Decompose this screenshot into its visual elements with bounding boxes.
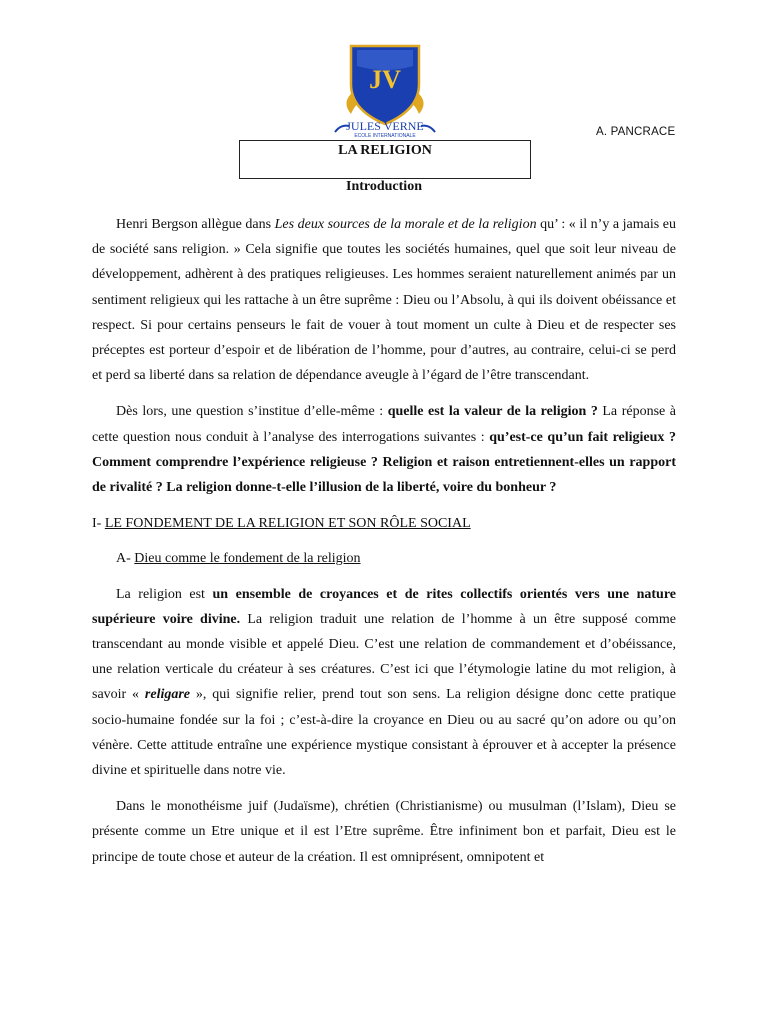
- section-heading: I- LE FONDEMENT DE LA RELIGION ET SON RÔLE SOCIAL: [92, 516, 471, 532]
- author-name: A. PANCRACE: [596, 126, 676, 138]
- problem-paragraph: Dès lors, une question s’institue d’elle-même : quelle est la valeur de la religion ? La réponse à cette question nous conduit à l’analyse des interrogations suivantes : qu’est-ce qu’un fait religieux ? Comment comprendre l’expérience religieuse ? Religion et raison entretiennent-elles un rapport de rivalité ? La religion donne-t-elle l’illusion de la liberté, voire du bonheur ?: [92, 404, 677, 496]
- document-title: LA RELIGION: [338, 143, 432, 158]
- main-question: quelle est la valeur de la religion ?: [387, 404, 598, 420]
- intro-paragraph: Henri Bergson allègue dans Les deux sources de la morale et de la religion qu’ : « il n’y a jamais eu de société sans religion. » Cela signifie que toutes les sociétés humaines, quel que soit leur niveau de développement, adhèrent à des pratiques religieuses. Les hommes seraient naturellement animés par un sentiment religieux qui les rattache à un être suprême : Dieu ou l’Absolu, à qui ils doivent obéissance et respect. Si pour certains penseurs le fait de vouer à tout moment un culte à Dieu et de respecter ses préceptes est porteur d’espoir et de libération de l’homme, pour d’autres, au contraire, celui-ci se perd et perd sa liberté dans sa relation de dépendance aveugle à l’égard de l’être transcendant.: [92, 217, 676, 384]
- logo-name: JULES VERNE: [346, 119, 424, 133]
- school-logo: [325, 40, 445, 140]
- document-body: [92, 212, 676, 881]
- subsection-heading: A- Dieu comme le fondement de la religion: [116, 551, 361, 567]
- logo-monogram: JV: [369, 65, 401, 94]
- monotheism-paragraph: Dans le monothéisme juif (Judaïsme), chrétien (Christianisme) ou musulman (l’Islam), Dieu se présente comme un Etre unique et il est l’Etre suprême. Être infiniment bon et parfait, Dieu est le principe de toute chose et auteur de la création. Il est omniprésent, omnipotent et: [92, 799, 676, 865]
- definition-paragraph: La religion est un ensemble de croyances et de rites collectifs orientés vers une nature supérieure voire divine. La religion traduit une relation de l’homme à un être supposé comme transcendant au monde visible et appelé Dieu. C’est une relation de commandement et d’obéissance, une relation verticale du créateur à ses créatures. C’est ici que l’étymologie latine du mot religion, à savoir « religare », qui signifie relier, prend tout son sens. La religion désigne donc cette pratique socio-humaine fondée sur la foi ; c’est-à-dire la croyance en Dieu ou au sacré qu’on adore ou qu’on vénère. Cette attitude entraîne une expérience mystique consistant à éprouver et à accepter la présence divine et spirituelle dans notre vie.: [92, 586, 676, 779]
- sub-questions: qu’est-ce qu’un fait religieux ? Comment comprendre l’expérience religieuse ? Religion et raison entretiennent-elles un rapport de rivalité ? La religion donne-t-elle l’illusion de la liberté, voire du bonheur ?: [92, 429, 677, 496]
- latin-word: religare: [144, 687, 191, 703]
- title-box: [239, 140, 531, 179]
- logo-subtitle: ECOLE INTERNATIONALE: [354, 133, 416, 139]
- intro-heading: Introduction: [346, 179, 422, 194]
- definition: un ensemble de croyances et de rites collectifs orientés vers une nature supérieure voire divine.: [92, 586, 676, 627]
- book-title: Les deux sources de la morale et de la religion: [274, 217, 537, 232]
